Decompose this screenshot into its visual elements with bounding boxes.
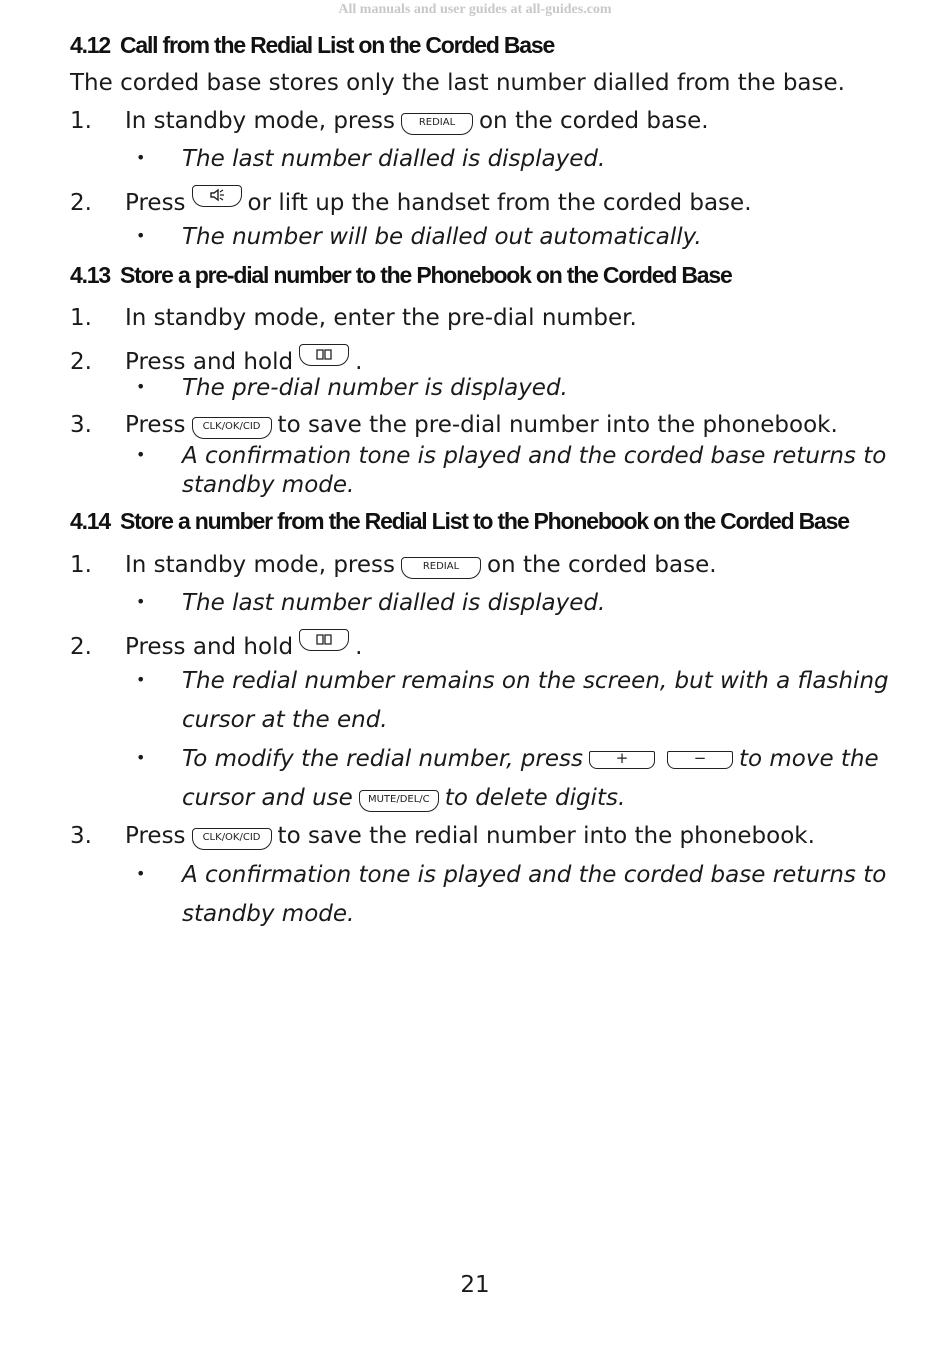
bullet-icon: • [136, 445, 146, 464]
step-number: 1. [70, 305, 92, 331]
s412-step-1: 1. In standby mode, press REDIAL on the corded base. [70, 108, 709, 134]
step-number: 2. [70, 349, 92, 375]
s413-step-3: 3. Press CLK/OK/CID to save the pre-dial number into the phonebook. [70, 412, 838, 438]
s414-step-3-bullet-cont: standby mode. [182, 901, 355, 927]
bullet-icon: • [136, 377, 146, 396]
s413-step-2: 2. Press and hold . [70, 344, 362, 375]
s413-step-1: 1. In standby mode, enter the pre-dial number. [70, 305, 637, 331]
plus-key-icon: + [589, 751, 655, 769]
s412-step-2-bullet: • The number will be dialled out automatically. [136, 224, 702, 250]
clk-ok-cid-key-icon: CLK/OK/CID [192, 828, 272, 850]
section-number: 4.13 [70, 262, 110, 288]
bullet-icon: • [136, 864, 146, 883]
section-number: 4.14 [70, 508, 110, 534]
bullet-icon: • [136, 226, 146, 245]
bullet-icon: • [136, 670, 146, 689]
bullet-icon: • [136, 148, 146, 167]
bullet-icon: • [136, 748, 146, 767]
s412-intro: The corded base stores only the last number dialled from the base. [70, 70, 845, 96]
section-title: Store a number from the Redial List to the Phonebook on the Corded Base [119, 508, 849, 534]
section-title: Call from the Redial List on the Corded Base [119, 32, 555, 58]
section-4-13-heading [70, 262, 732, 289]
phonebook-key-icon [299, 344, 349, 366]
section-title: Store a pre-dial number to the Phonebook on the Corded Base [119, 262, 732, 288]
s414-step-2-bullet-2: • To modify the redial number, press + − to move the [136, 746, 879, 772]
step-number: 3. [70, 823, 92, 849]
step-number: 2. [70, 190, 92, 216]
step-number: 2. [70, 634, 92, 660]
s413-step-3-bullet-cont: standby mode. [182, 472, 355, 498]
redial-key-icon: REDIAL [401, 113, 473, 135]
section-number: 4.12 [70, 32, 110, 58]
step-number: 1. [70, 552, 92, 578]
clk-ok-cid-key-icon: CLK/OK/CID [192, 417, 272, 439]
phonebook-key-icon [299, 629, 349, 651]
s414-step-2: 2. Press and hold . [70, 629, 362, 660]
s414-step-2-bullet-2-cont: cursor and use MUTE/DEL/C to delete digits. [182, 785, 626, 811]
s412-step-1-bullet: • The last number dialled is displayed. [136, 146, 606, 172]
mute-del-c-key-icon: MUTE/DEL/C [359, 790, 439, 812]
s414-step-2-bullet-1: • The redial number remains on the screen, but with a flashing [136, 668, 889, 694]
s413-step-2-bullet: • The pre-dial number is displayed. [136, 375, 568, 401]
section-4-12-heading [70, 32, 554, 59]
bullet-icon: • [136, 592, 146, 611]
section-4-14-heading [70, 508, 849, 535]
step-number: 1. [70, 108, 92, 134]
s413-step-3-bullet: • A confirmation tone is played and the corded base returns to [136, 443, 887, 469]
s414-step-3-bullet: • A confirmation tone is played and the corded base returns to [136, 862, 887, 888]
s414-step-1-bullet: • The last number dialled is displayed. [136, 590, 606, 616]
minus-key-icon: − [667, 751, 733, 769]
s414-step-3: 3. Press CLK/OK/CID to save the redial number into the phonebook. [70, 823, 815, 849]
step-number: 3. [70, 412, 92, 438]
speaker-key-icon [192, 185, 242, 207]
s412-step-2: 2. Press or lift up the handset from the corded base. [70, 185, 752, 216]
page-number: 21 [460, 1272, 490, 1298]
watermark: All manuals and user guides at all-guides.com [338, 2, 612, 17]
redial-key-icon: REDIAL [401, 557, 481, 579]
s414-step-1: 1. In standby mode, press REDIAL on the corded base. [70, 552, 717, 578]
s414-step-2-bullet-1-cont: cursor at the end. [182, 707, 388, 733]
